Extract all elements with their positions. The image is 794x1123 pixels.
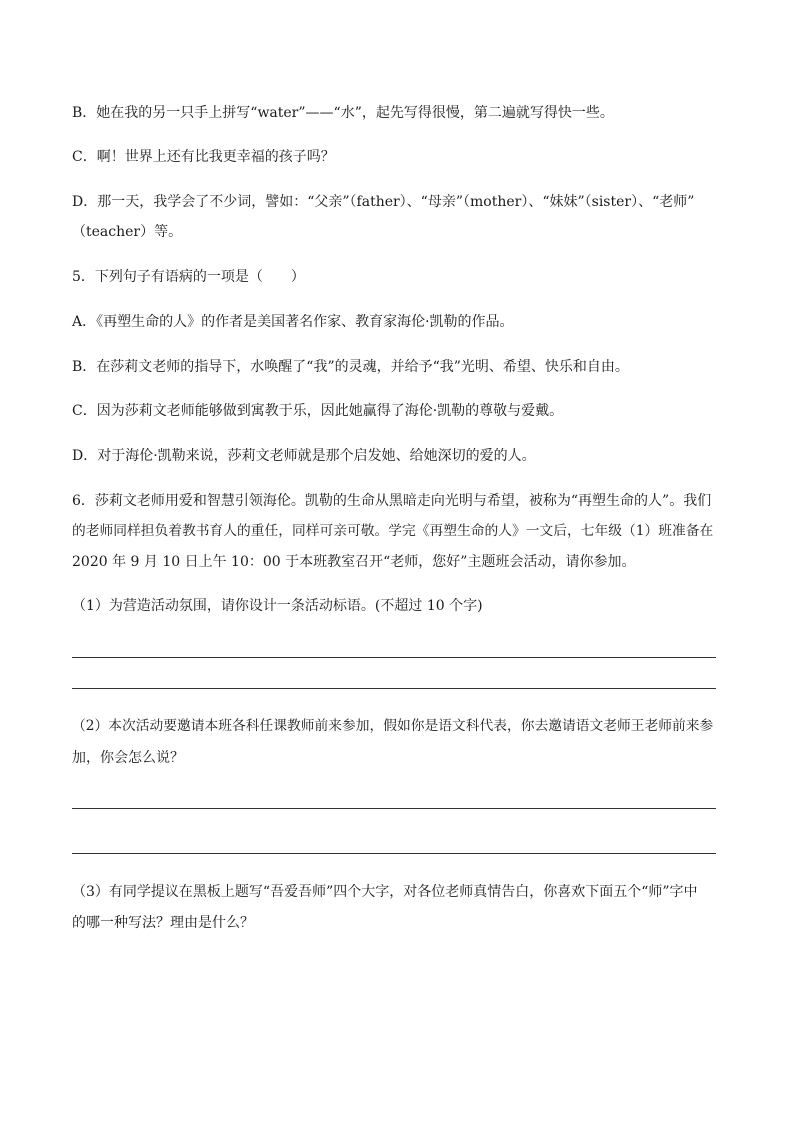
q4-option-d-line2: （teacher）等。 [72, 224, 183, 240]
q6-sub1-prompt: （1）为营造活动氛围，请你设计一条活动标语。(不超过 10 个字) [72, 598, 483, 614]
q6-intro-line1: 6．莎莉文老师用爱和智慧引领海伦。凯勒的生命从黑暗走向光明与希望，被称为“再塑生命的人”。我们 [72, 493, 712, 509]
q6-sub1-answer-line-2[interactable] [72, 688, 716, 689]
q4-option-b: B．她在我的另一只手上拼写“water”——“水”，起先写得很慢，第二遍就写得快一些。 [72, 105, 614, 121]
q5-option-d: D．对于海伦·凯勒来说，莎莉文老师就是那个启发她、给她深切的爱的人。 [72, 448, 536, 464]
q6-sub1-answer-line-1[interactable] [72, 657, 716, 658]
q4-option-c: C．啊！世界上还有比我更幸福的孩子吗？ [72, 149, 335, 165]
q6-sub2-prompt-line2: 加，你会怎么说？ [72, 750, 184, 766]
q6-sub2-answer-line-2[interactable] [72, 853, 716, 854]
q5-option-c: C．因为莎莉文老师能够做到寓教于乐，因此她赢得了海伦·凯勒的尊敬与爱戴。 [72, 403, 564, 419]
q5-option-a: A．《再塑生命的人》的作者是美国著名作家、教育家海伦·凯勒的作品。 [72, 314, 514, 330]
q5-stem: 5．下列句子有语病的一项是（ ） [72, 269, 305, 285]
q6-sub2-prompt-line1: （2）本次活动要邀请本班各科任课教师前来参加，假如你是语文科代表，你去邀请语文老师王老师前来参 [72, 718, 714, 734]
q6-intro-line2: 的老师同样担负着教书育人的重任，同样可亲可敬。学完《再塑生命的人》一文后，七年级（1）班准备在 [72, 523, 714, 539]
q6-sub2-answer-line-1[interactable] [72, 808, 716, 809]
q5-option-b: B．在莎莉文老师的指导下，水唤醒了“我”的灵魂，并给予“我”光明、希望、快乐和自由。 [72, 359, 629, 375]
q6-sub3-prompt-line2: 的哪一种写法？理由是什么？ [72, 915, 254, 931]
q4-option-d-line1: D．那一天，我学会了不少词，譬如：“父亲”（father）、“母亲”（mother）、“妹妹”（sister）、“老师” [72, 194, 695, 210]
q6-sub3-prompt-line1: （3）有同学提议在黑板上题写“吾爱吾师”四个大字，对各位老师真情告白，你喜欢下面五个“师”字中 [72, 884, 698, 900]
q6-intro-line3: 2020 年 9 月 10 日上午 10：00 于本班教室召开“老师，您好”主题班会活动，请你参加。 [72, 554, 636, 570]
